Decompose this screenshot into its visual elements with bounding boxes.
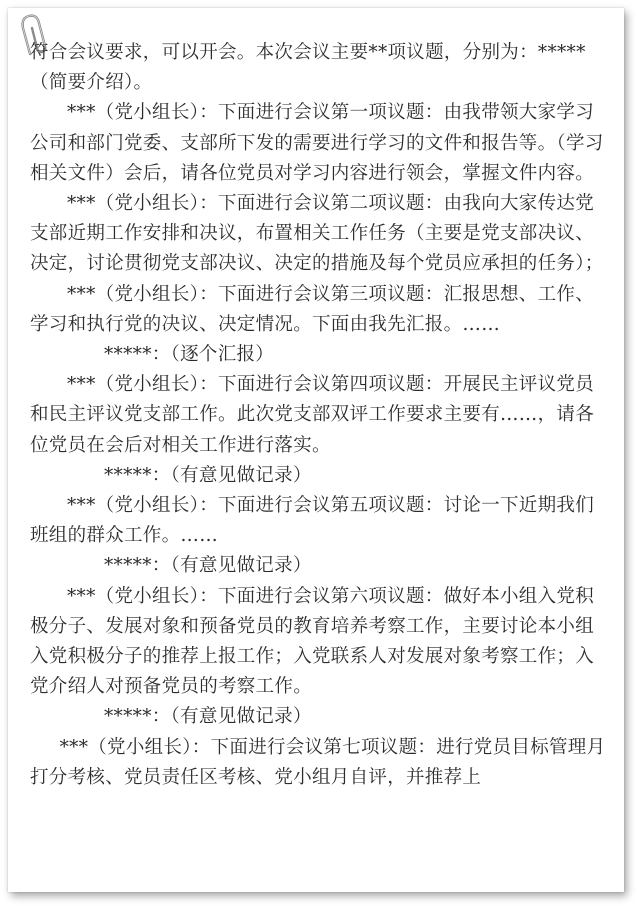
paragraph-item-3: ***（党小组长）：下面进行会议第三项议题：汇报思想、工作、学习和执行党的决议、决定情况。下面由我先汇报。…… — [30, 283, 595, 335]
paragraph-response-1: *****：（逐个汇报） — [104, 344, 275, 366]
document-page — [8, 8, 624, 892]
paragraph-item-4: ***（党小组长）：下面进行会议第四项议题：开展民主评议党员和民主评议党支部工作。此次党支部双评工作要求主要有……，请各位党员在会后对相关工作进行落实。 — [30, 374, 595, 456]
paragraph-item-7: ***（党小组长）：下面进行会议第七项议题：进行党员目标管理月打分考核、党员责任区考核、党小组月自评，并推荐上 — [30, 736, 606, 788]
paragraph-response-3: *****：（有意见做记录） — [104, 555, 312, 577]
paragraph-item-5: ***（党小组长）：下面进行会议第五项议题：讨论一下近期我们班组的群众工作。…… — [30, 495, 595, 547]
paragraph-item-6: ***（党小组长）：下面进行会议第六项议题：做好本小组入党积极分子、发展对象和预备党员的教育培养考察工作，主要讨论本小组入党积极分子的推荐上报工作；入党联系人对发展对象考察工作；入党介绍人对预备党员的考察工作。 — [30, 585, 595, 698]
paragraph-intro: 符合会议要求，可以开会。本次会议主要**项议题，分别为：*****（简要介绍）。 — [30, 42, 586, 94]
paragraph-response-2: *****：（有意见做记录） — [104, 464, 312, 486]
paragraph-response-4: *****：（有意见做记录） — [104, 706, 312, 728]
paragraph-item-2: ***（党小组长）：下面进行会议第二项议题：由我向大家传达党支部近期工作安排和决议，布置相关工作任务（主要是党支部决议、决定，讨论贯彻党支部决议、决定的措施及每个党员应承担的任务）； — [30, 193, 604, 275]
paragraph-item-1: ***（党小组长）：下面进行会议第一项议题：由我带领大家学习公司和部门党委、支部所下发的需要进行学习的文件和报告等。（学习相关文件）会后，请各位党员对学习内容进行领会，掌握文件内容。 — [30, 102, 604, 184]
document-body — [30, 38, 610, 793]
